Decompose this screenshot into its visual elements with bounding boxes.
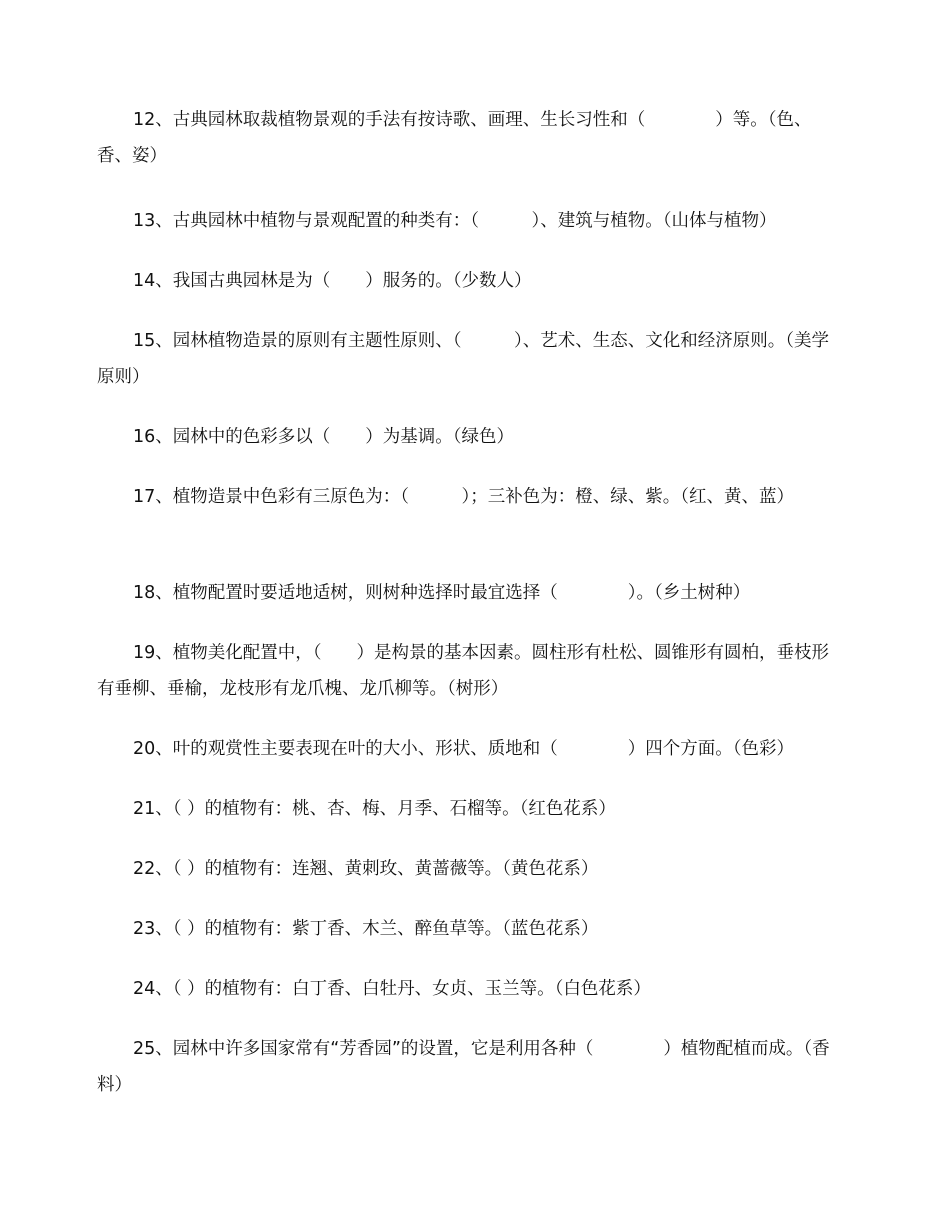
question-23: 23、（ ）的植物有：紫丁香、木兰、醉鱼草等。（蓝色花系） (133, 919, 599, 939)
question-12: 12、古典园林取裁植物景观的手法有按诗歌、画理、生长习性和（ ）等。（色、香、姿） (97, 110, 812, 166)
question-14: 14、我国古典园林是为（ ）服务的。（少数人） (133, 271, 532, 291)
question-15: 15、园林植物造景的原则有主题性原则、（ ）、艺术、生态、文化和经济原则。（美学原则） (97, 331, 830, 387)
question-21: 21、（ ）的植物有：桃、杏、梅、月季、石榴等。（红色花系） (133, 799, 616, 819)
question-24: 24、（ ）的植物有：白丁香、白牡丹、女贞、玉兰等。（白色花系） (133, 979, 651, 999)
question-18: 18、植物配置时要适地适树，则树种选择时最宜选择（ ）。（乡土树种） (133, 583, 751, 603)
question-16: 16、园林中的色彩多以（ ）为基调。（绿色） (133, 427, 515, 447)
question-22: 22、（ ）的植物有：连翘、黄刺玫、黄蔷薇等。（黄色花系） (133, 859, 599, 879)
question-19: 19、植物美化配置中，（ ）是构景的基本因素。圆柱形有杜松、圆锥形有圆柏，垂枝形有垂柳、垂榆，龙枝形有龙爪槐、龙爪柳等。（树形） (97, 643, 830, 699)
question-17: 17、植物造景中色彩有三原色为：（ ）；三补色为：橙、绿、紫。（红、黄、蓝） (133, 487, 795, 507)
question-20: 20、叶的观赏性主要表现在叶的大小、形状、质地和（ ）四个方面。（色彩） (133, 739, 795, 759)
question-13: 13、古典园林中植物与景观配置的种类有：（ ）、建筑与植物。（山体与植物） (133, 211, 777, 231)
question-25: 25、园林中许多国家常有“芳香园”的设置，它是利用各种（ ）植物配植而成。（香料） (97, 1039, 830, 1095)
